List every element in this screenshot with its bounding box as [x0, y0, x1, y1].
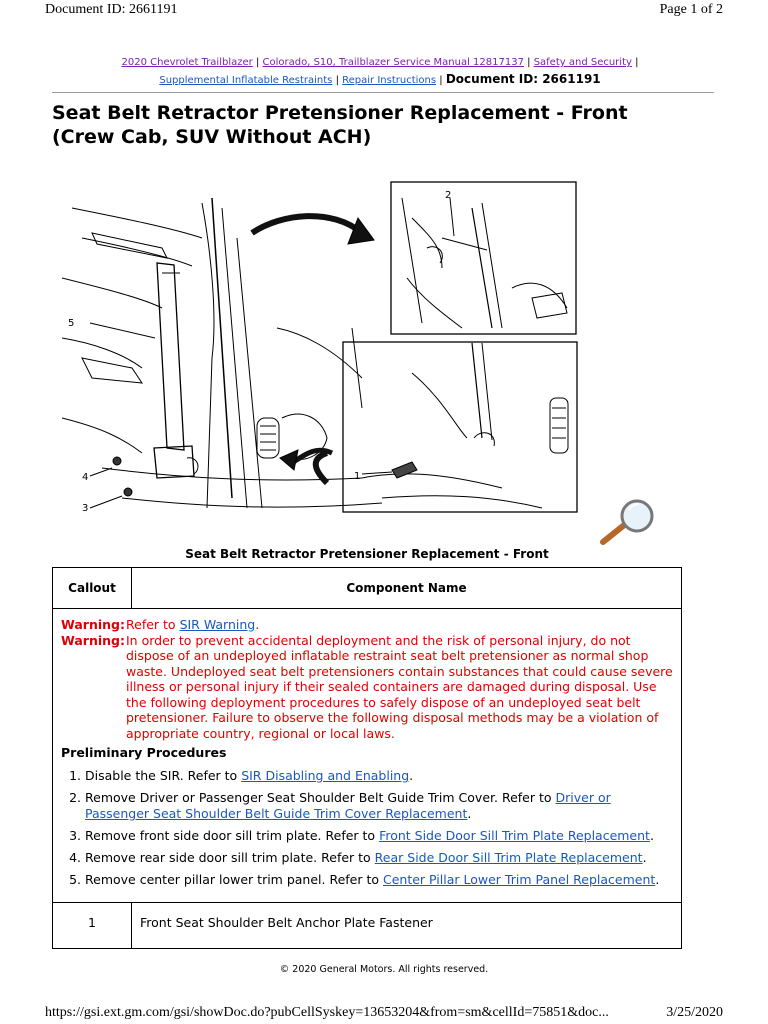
- warning-disposal: [61, 633, 673, 742]
- breadcrumb-link-manual[interactable]: Colorado, S10, Trailblazer Service Manual 12817137: [262, 57, 524, 68]
- divider: [52, 92, 714, 93]
- breadcrumb-link-repair[interactable]: Repair Instructions: [342, 75, 437, 86]
- step-end: .: [655, 872, 660, 887]
- callout-label-3: 3: [82, 503, 89, 514]
- seat-belt-retractor-illustration: [62, 178, 582, 523]
- link-center-pillar-trim[interactable]: Center Pillar Lower Trim Panel Replacement: [383, 872, 656, 887]
- breadcrumb-link-safety[interactable]: Safety and Security: [533, 57, 632, 68]
- step-item: [85, 790, 673, 822]
- step-text: Remove Driver or Passenger Seat Shoulder Belt Guide Trim Cover. Refer to: [85, 790, 556, 805]
- step-text: Remove front side door sill trim plate. Refer to: [85, 828, 380, 843]
- warning-end: .: [255, 617, 260, 632]
- column-header-component-name: Component Name: [132, 568, 682, 609]
- breadcrumb-separator: |: [255, 57, 260, 68]
- callout-label-5: 5: [68, 318, 75, 329]
- warning-label: Warning:: [61, 632, 125, 648]
- step-end: .: [649, 828, 654, 843]
- page-title-line-2: (Crew Cab, SUV Without ACH): [52, 126, 372, 148]
- column-header-callout: Callout: [53, 568, 132, 609]
- header-page-number: Page 1 of 2: [659, 2, 723, 17]
- link-rear-door-sill-trim[interactable]: Rear Side Door Sill Trim Plate Replacement: [374, 850, 643, 865]
- breadcrumb: [100, 55, 660, 89]
- breadcrumb-separator: |: [527, 57, 531, 68]
- header-doc-id: Document ID: 2661191: [45, 2, 178, 17]
- callout-cell: 1: [53, 903, 132, 949]
- components-table: [52, 567, 682, 949]
- callout-label-1: 1: [354, 471, 361, 482]
- component-name-cell: Front Seat Shoulder Belt Anchor Plate Fastener: [132, 903, 682, 949]
- callout-label-2: 2: [445, 190, 452, 201]
- step-text: Disable the SIR. Refer to: [85, 768, 242, 783]
- print-footer: [0, 1005, 768, 1024]
- step-item: [85, 872, 673, 888]
- table-header-row: [53, 568, 682, 609]
- warning-sir: [61, 617, 673, 633]
- figure-caption: Seat Belt Retractor Pretensioner Replacement - Front: [185, 547, 549, 561]
- breadcrumb-separator: |: [635, 57, 639, 68]
- copyright-notice: © 2020 General Motors. All rights reserved.: [279, 964, 489, 975]
- breadcrumb-doc-id: Document ID: 2661191: [445, 72, 601, 86]
- step-item: [85, 828, 673, 844]
- step-text: Remove rear side door sill trim plate. Refer to: [85, 850, 375, 865]
- step-end: .: [467, 806, 472, 821]
- link-shoulder-belt-guide-trim[interactable]: Driver or Passenger Seat Shoulder Belt Guide Trim Cover Replacement: [85, 790, 611, 821]
- footer-date: 3/25/2020: [666, 1005, 723, 1020]
- warning-text: Refer to: [126, 617, 176, 632]
- breadcrumb-link-vehicle[interactable]: 2020 Chevrolet Trailblazer: [121, 57, 253, 68]
- page-title: [52, 101, 692, 149]
- breadcrumb-link-sir[interactable]: Supplemental Inflatable Restraints: [159, 75, 333, 86]
- link-sir-disabling[interactable]: SIR Disabling and Enabling: [241, 768, 410, 783]
- preliminary-procedures-heading: Preliminary Procedures: [61, 745, 227, 760]
- breadcrumb-separator: |: [335, 75, 339, 86]
- footer-url: https://gsi.ext.gm.com/gsi/showDoc.do?pubCellSyskey=13653204&from=sm&cellId=75851&doc...: [45, 1005, 609, 1020]
- breadcrumb-separator: |: [439, 75, 443, 86]
- callout-label-4: 4: [82, 472, 89, 483]
- step-text: Remove center pillar lower trim panel. Refer to: [85, 872, 383, 887]
- warning-label: Warning:: [61, 617, 125, 632]
- magnifier-zoom-icon[interactable]: [597, 496, 659, 548]
- step-item: [85, 850, 673, 866]
- step-item: [85, 768, 673, 784]
- print-header: [0, 0, 768, 24]
- page-title-line-1: Seat Belt Retractor Pretensioner Replacement - Front: [52, 102, 628, 124]
- step-end: .: [642, 850, 647, 865]
- warning-text: In order to prevent accidental deployment and the risk of personal injury, do not dispose of an undeployed inflatable restraint seat belt pretensioner as normal shop waste. Undeployed seat belt pretensioners contain substances that could cause severe illness or personal injury if their sealed containers are damaged during disposal. Use the following deployment procedures to safely dispose of an undeployed seat belt pretensioner. Failure to observe the following disposal methods may be a violation of appropriate country, regional or local laws.: [126, 632, 673, 741]
- preliminary-steps-list: [61, 768, 673, 888]
- table-row: [53, 903, 682, 949]
- table-row-instructions: [53, 609, 682, 903]
- step-end: .: [409, 768, 414, 783]
- link-front-door-sill-trim[interactable]: Front Side Door Sill Trim Plate Replacement: [379, 828, 650, 843]
- link-sir-warning[interactable]: SIR Warning: [179, 617, 256, 632]
